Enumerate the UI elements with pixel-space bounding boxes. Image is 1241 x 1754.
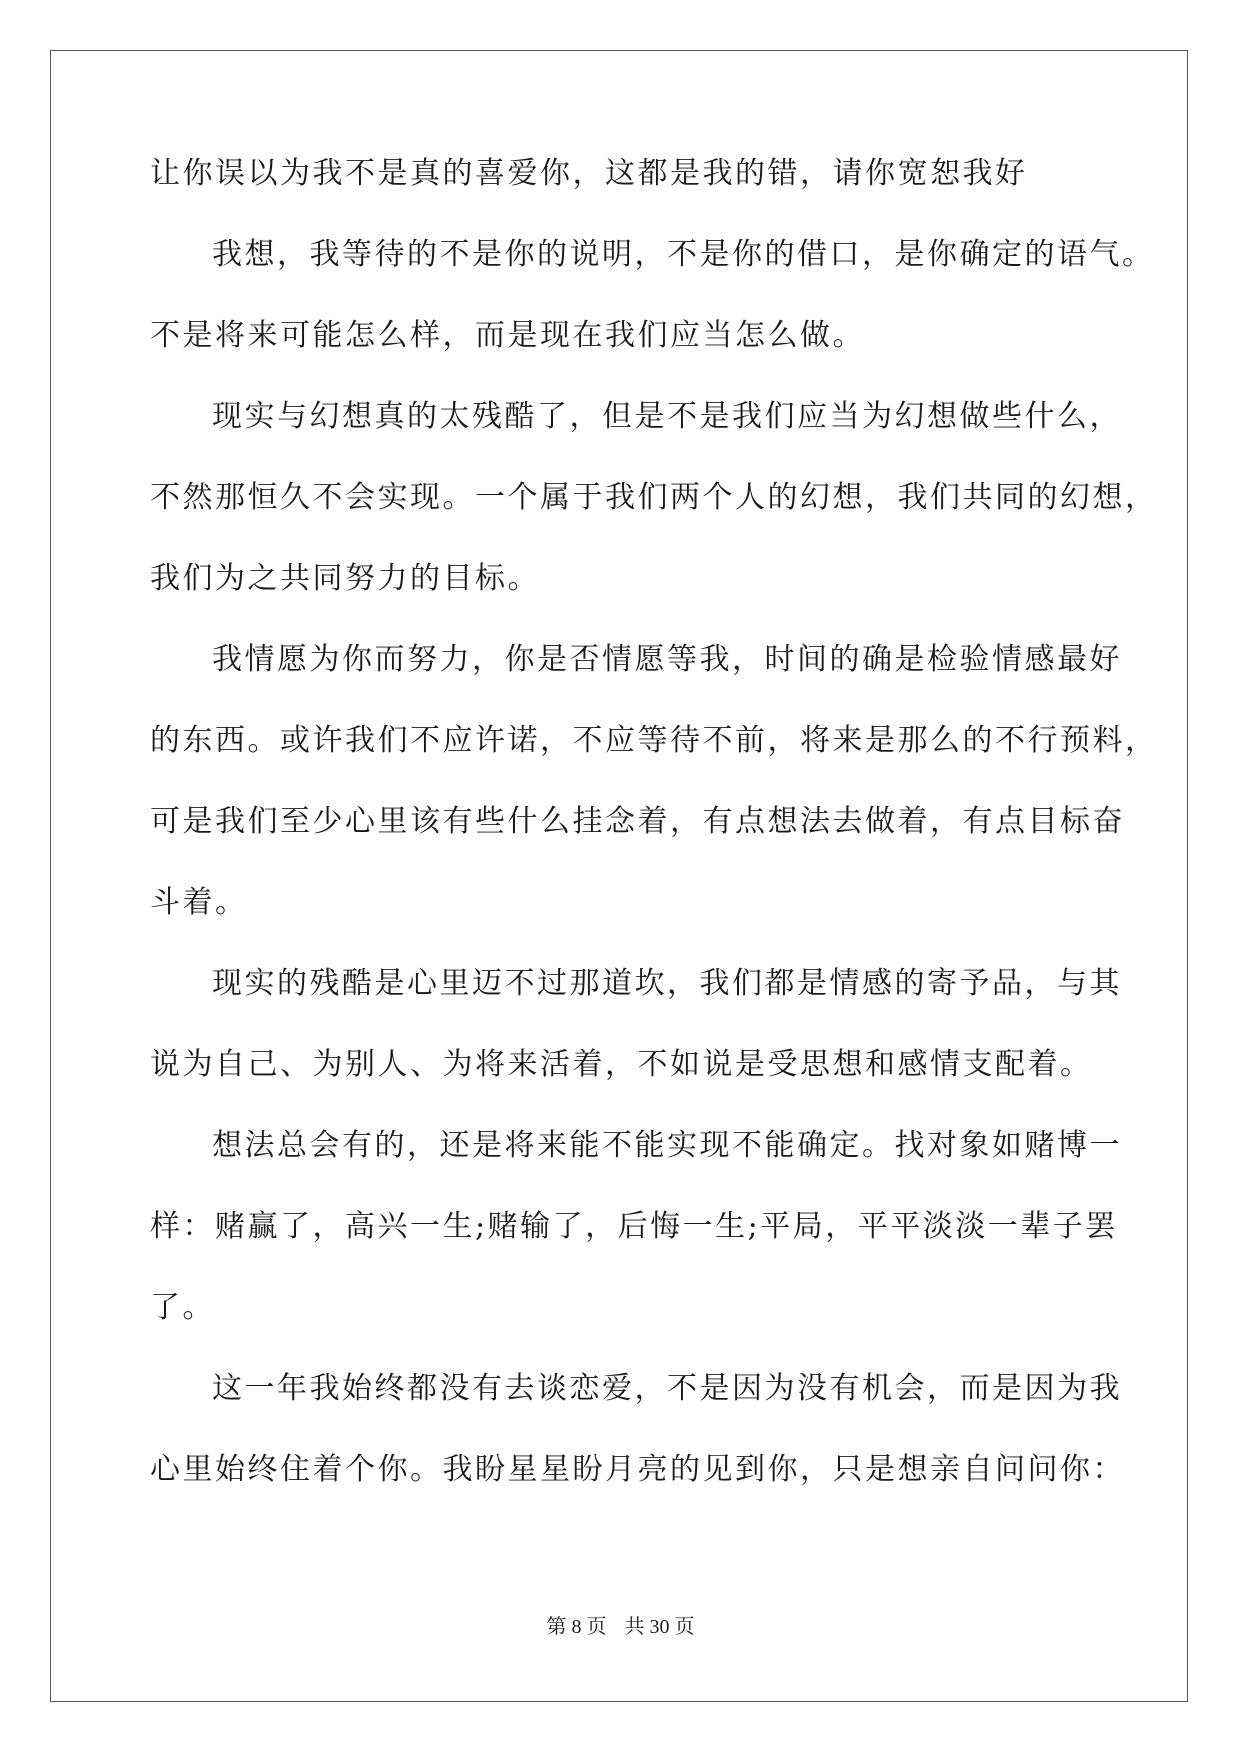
- text-line: 斗着。: [150, 885, 248, 920]
- text-line: 的东西。或许我们不应许诺，不应等待不前，将来是那么的不行预料，: [150, 723, 1158, 758]
- page-footer: [0, 1610, 1241, 1639]
- page-total: 共 30 页: [624, 1616, 695, 1638]
- text-line: 心里始终住着个你。我盼星星盼月亮的见到你，只是想亲自问问你：: [150, 1452, 1125, 1487]
- text-line: 不然那恒久不会实现。一个属于我们两个人的幻想，我们共同的幻想，: [150, 480, 1158, 515]
- text-line: 了。: [150, 1290, 215, 1325]
- text-line: 不是将来可能怎么样，而是现在我们应当怎么做。: [150, 318, 865, 353]
- text-line: 样：赌赢了，高兴一生;赌输了，后悔一生;平局，平平淡淡一辈子罢: [150, 1209, 1118, 1244]
- text-line: 让你误以为我不是真的喜爱你，这都是我的错，请你宽恕我好: [150, 156, 1028, 191]
- text-line: 想法总会有的，还是将来能不能实现不能确定。找对象如赌博一: [212, 1128, 1122, 1163]
- page-number: 第 8 页: [546, 1616, 607, 1638]
- text-line: 可是我们至少心里该有些什么挂念着，有点想法去做着，有点目标奋: [150, 804, 1125, 839]
- text-line: 我们为之共同努力的目标。: [150, 561, 540, 596]
- text-line: 现实与幻想真的太残酷了，但是不是我们应当为幻想做些什么，: [212, 399, 1122, 434]
- text-line: 我想，我等待的不是你的说明，不是你的借口，是你确定的语气。: [212, 237, 1155, 272]
- text-line: 这一年我始终都没有去谈恋爱，不是因为没有机会，而是因为我: [212, 1371, 1122, 1406]
- text-line: 说为自己、为别人、为将来活着，不如说是受思想和感情支配着。: [150, 1047, 1093, 1082]
- text-line: 现实的残酷是心里迈不过那道坎，我们都是情感的寄予品，与其: [212, 966, 1122, 1001]
- text-line: 我情愿为你而努力，你是否情愿等我，时间的确是检验情感最好: [212, 642, 1122, 677]
